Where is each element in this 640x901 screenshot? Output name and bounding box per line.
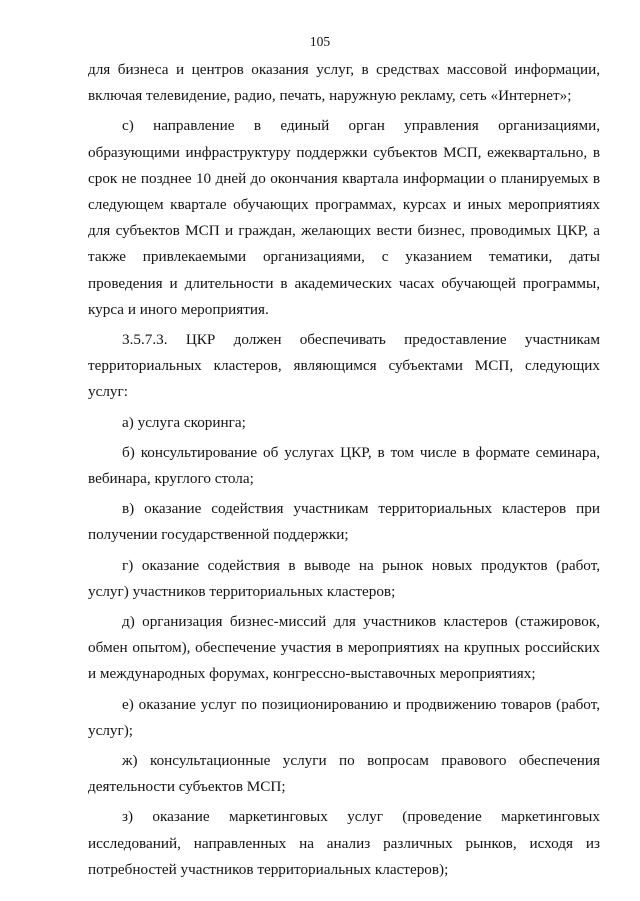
list-item-a: а) услуга скоринга; xyxy=(122,413,246,431)
list-item-b: б) консультирование об услугах ЦКР, в том числе в формате семинара, вебинара, круглого стола; xyxy=(88,443,600,488)
list-item-zh: ж) консультационные услуги по вопросам правового обеспечения деятельности субъектов МСП; xyxy=(88,752,600,796)
document-body xyxy=(88,57,600,887)
list-item-d: д) организация бизнес-миссий для участников кластеров (стажировок, обмен опытом), обеспечение участия в мероприятиях на крупных российских и международных форумах, конгрессно-выставочных мероприятиях; xyxy=(88,613,600,683)
list-item-z: з) оказание маркетинговых услуг (проведение маркетинговых исследований, направленных на анализ различных рынков, исходя из потребностей участников территориальных кластеров); xyxy=(88,808,600,878)
paragraph-continuation: для бизнеса и центров оказания услуг, в средствах массовой информации, включая телевидение, радио, печать, наружную рекламу, сеть «Интернет»; xyxy=(88,61,600,105)
list-item-g: г) оказание содействия в выводе на рынок новых продуктов (работ, услуг) участников территориальных кластеров; xyxy=(88,556,600,600)
list-item-e: е) оказание услуг по позиционированию и продвижению товаров (работ, услуг); xyxy=(88,695,600,739)
list-item-v: в) оказание содействия участникам территориальных кластеров при получении государственной поддержки; xyxy=(88,500,600,544)
page-number: 105 xyxy=(309,34,331,49)
paragraph-item-s: с) направление в единый орган управления организациями, образующими инфраструктуру поддержки субъектов МСП, ежеквартально, в срок не позднее 10 дней до окончания квартала информации о планируемых в следующем квартале обучающих программах, курсах и иных мероприятиях для субъектов МСП и граждан, желающих вести бизнес, проводимых ЦКР, а также привлекаемыми организациями, с указанием тематики, даты проведения и длительности в академических часах обучающей программы, курса и иного мероприятия. xyxy=(88,117,600,318)
paragraph-section-3-5-7-3: 3.5.7.3. ЦКР должен обеспечивать предоставление участникам территориальных кластеров, являющимся субъектами МСП, следующих услуг: xyxy=(88,331,600,401)
